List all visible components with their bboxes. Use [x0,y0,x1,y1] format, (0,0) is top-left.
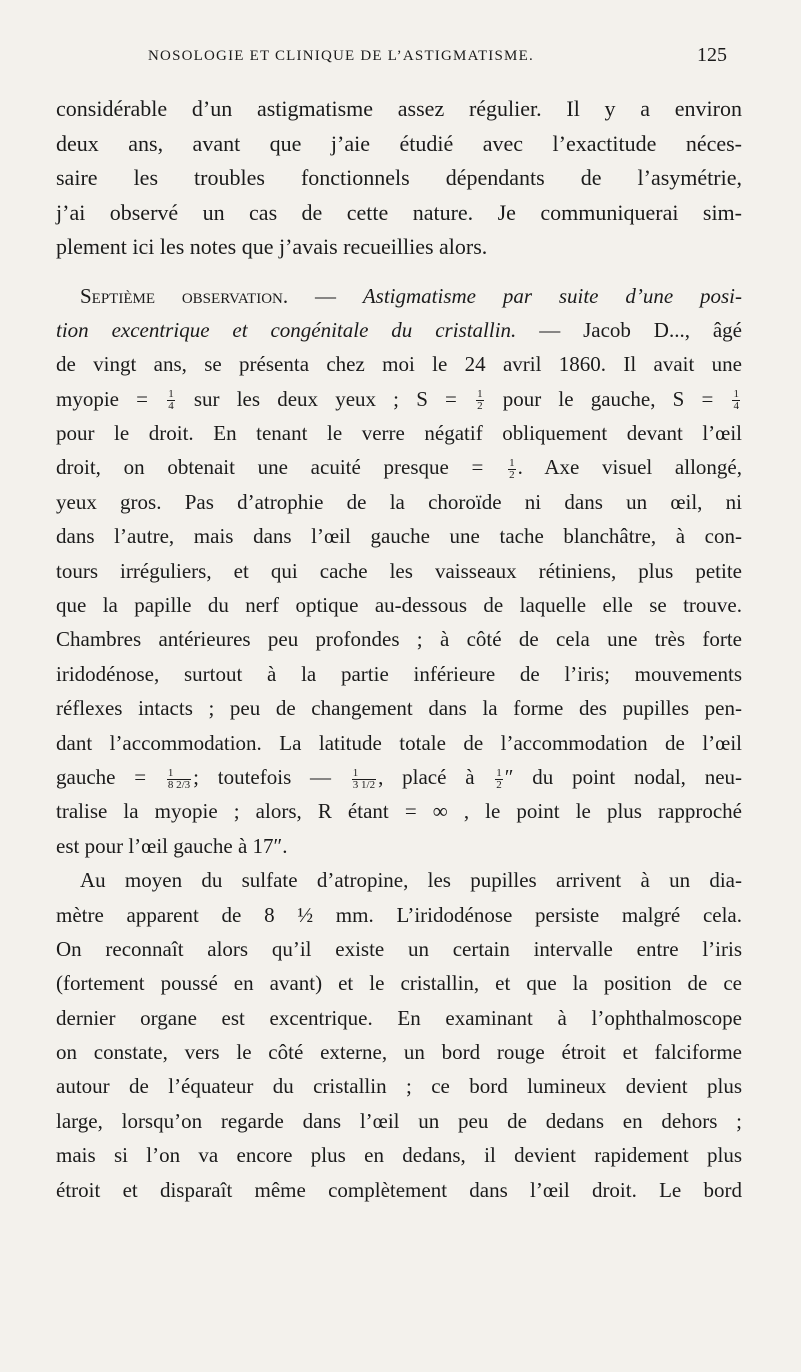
text-line: Chambres antérieures peu profondes ; à côté de cela une très forte [56,627,742,652]
text-line: deux ans, avant que j’aie étudié avec l’exactitude néces- [56,130,742,156]
text-line: droit, on obtenait une acuité presque = $\frac{1}{2}$ . Axe visuel allongé, [56,455,742,482]
text-line: pour le droit. En tenant le verre négatif obliquement devant l’œil [56,421,742,446]
text-line: est pour l’œil gauche à 17″. [56,833,288,858]
observation-title: Astigmatisme par suite d’une posi- [362,283,743,308]
text-line: dant l’accommodation. La latitude totale de l’accommodation de l’œil [56,730,742,755]
text-line: mais si l’on va encore plus en dedans, il devient rapidement plus [56,1143,742,1168]
fraction: $\frac{1}{2}$ [496,766,502,791]
text-line: iridodénose, surtout à la partie inférieure de l’iris; mouvements [56,661,742,686]
text-line: mètre apparent de 8 ½ mm. L’iridodénose persiste malgré cela. [56,902,742,927]
page-body [56,92,742,1207]
fraction: $\frac{1}{2}$ [509,457,515,482]
text-line: on constate, vers le côté externe, un bord rouge étroit et falciforme [56,1040,742,1065]
text-line: tralise la myopie ; alors, R étant = ∞ , le point le plus rapproché [56,799,742,824]
text-line: gauche = $\frac{1}{8 2/3}$ ; toutefois — $\frac{1}{3 1/2}$ , placé à $\frac{1}{2}$ ″ du point nodal, neu- [56,764,743,791]
text-line: large, lorsqu’on regarde dans l’œil un peu de dedans en dehors ; [56,1108,742,1133]
text-line: Au moyen du sulfate d’atropine, les pupilles arrivent à un dia- [80,868,742,893]
text-line: étroit et disparaît même complètement dans l’œil droit. Le bord [56,1177,742,1202]
text-line: réflexes intacts ; peu de changement dans la forme des pupilles pen- [56,696,742,721]
text-line: dans l’autre, mais dans l’œil gauche une tache blanchâtre, à con- [56,524,742,549]
text-line: (fortement poussé en avant) et le cristallin, et que la position de ce [56,971,742,996]
text-line: considérable d’un astigmatisme assez régulier. Il y a environ [56,96,742,121]
running-head: NOSOLOGIE ET CLINIQUE DE L’ASTIGMATISME. [148,48,534,64]
text-line: j’ai observé un cas de cette nature. Je communiquerai sim- [56,199,742,225]
text-line: saire les troubles fonctionnels dépendants de l’asymétrie, [56,165,742,190]
text-line: tion excentrique et congénitale du cristallin. — Jacob D..., âgé [56,317,742,342]
observation-heading: Septième observation. [80,283,289,308]
text-line: yeux gros. Pas d’atrophie de la choroïde ni dans un œil, ni [56,489,742,514]
text-line: de vingt ans, se présenta chez moi le 24 avril 1860. Il avait une [56,352,742,377]
text-line: tours irréguliers, et qui cache les vaisseaux rétiniens, plus petite [56,558,742,583]
text-line: plement ici les notes que j’avais recueillies alors. [56,234,488,259]
fraction: $\frac{1}{4}$ [168,388,174,413]
text-line: autour de l’équateur du cristallin ; ce bord lumineux devient plus [56,1074,742,1099]
text-line: On reconnaît alors qu’il existe un certain intervalle entre l’iris [56,936,742,961]
fraction: $\frac{1}{3 1/2}$ [352,766,376,791]
fraction: $\frac{1}{8 2/3}$ [167,766,191,791]
fraction: $\frac{1}{4}$ [733,388,739,413]
fraction: $\frac{1}{2}$ [477,388,483,413]
page-number: 125 [697,44,727,66]
text-line: myopie = $\frac{1}{4}$ sur les deux yeux ; S = $\frac{1}{2}$ pour le gauche, S = $\frac{1}{4}$ [56,386,739,413]
text-line: dernier organe est excentrique. En examinant à l’ophthalmoscope [56,1005,742,1030]
observation-heading-line: Septième observation. — Astigmatisme par suite d’une posi- [80,283,743,308]
text-line: que la papille du nerf optique au-dessous de laquelle elle se trouve. [56,593,742,618]
